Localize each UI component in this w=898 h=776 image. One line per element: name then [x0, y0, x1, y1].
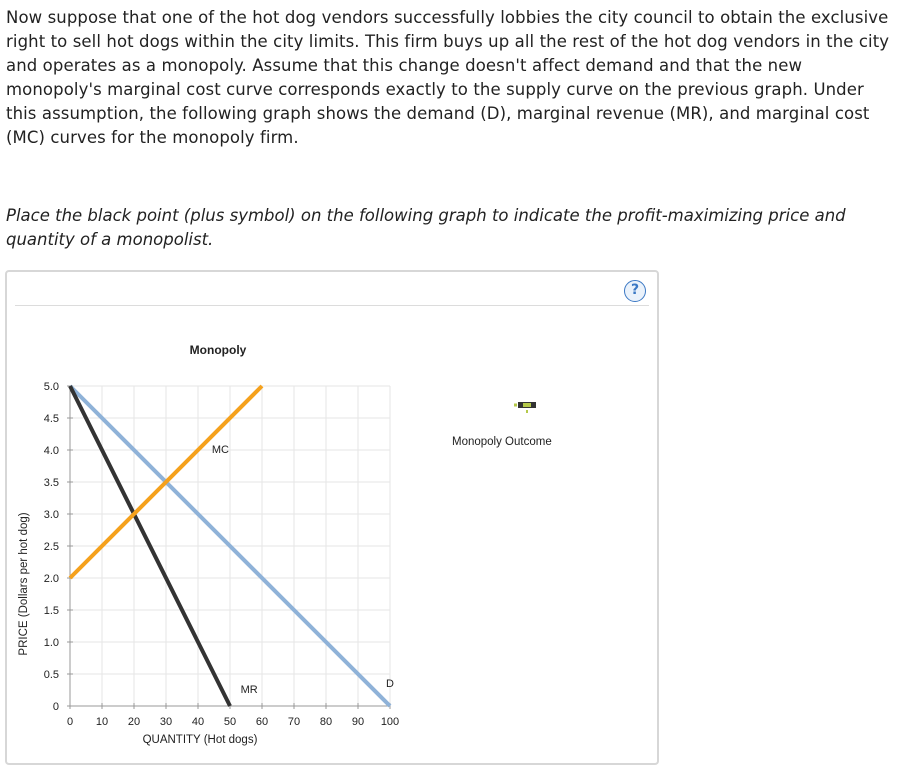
y-tick-label: 2.0 [43, 573, 59, 585]
x-tick-label: 100 [380, 716, 400, 728]
y-tick-label: 1.5 [43, 605, 59, 617]
curve-label-mr: MR [240, 684, 258, 697]
legend-marker-center [523, 403, 531, 407]
help-button[interactable]: ? [624, 280, 646, 302]
y-tick-label: 4.0 [43, 445, 59, 457]
legend-marker-left [514, 404, 517, 407]
x-tick-label: 30 [159, 716, 173, 728]
y-tick-label: 3.5 [43, 477, 59, 489]
y-tick-label: 3.0 [43, 509, 59, 521]
y-tick-label: 4.5 [43, 413, 59, 425]
chart-title: Monopoly [189, 343, 247, 357]
x-axis-title: QUANTITY (Hot dogs) [142, 734, 258, 746]
x-tick-label: 80 [319, 716, 333, 728]
y-axis-title: PRICE (Dollars per hot dog) [18, 512, 30, 656]
y-tick-label: 5.0 [43, 381, 59, 393]
y-tick-label: 0 [52, 701, 59, 713]
x-tick-label: 0 [66, 716, 74, 728]
question-instruction: Place the black point (plus symbol) on the following graph to indicate the profit-maximizing price and quantity of a monopolist. [6, 206, 846, 249]
curve-label-mc: MC [211, 444, 229, 457]
question-intro: Now suppose that one of the hot dog vendors successfully lobbies the city council to obtain the exclusive right to sell hot dogs within the city limits. This firm buys up all the rest of the hot dog vendors in the city and operates as a monopoly. Assume that this change doesn't affect demand and that the new monopoly's marginal cost curve corresponds exactly to the supply curve on the previous graph. Under this assumption, the following graph shows the demand (D), marginal revenue (MR), and marginal cost (MC) curves for the monopoly firm. [6, 8, 890, 147]
y-tick-label: 0.5 [43, 669, 59, 681]
chart-axes [67, 386, 390, 709]
x-tick-label: 60 [255, 716, 269, 728]
legend-marker-stem [526, 410, 528, 413]
x-tick-label: 20 [127, 716, 141, 728]
chart-tick-labels [44, 381, 399, 728]
x-tick-label: 50 [223, 716, 237, 728]
legend-label-monopoly-outcome: Monopoly Outcome [452, 436, 552, 448]
x-tick-label: 70 [287, 716, 301, 728]
x-tick-label: 10 [95, 716, 109, 728]
plus-symbol-icon[interactable] [514, 402, 536, 413]
legend[interactable] [452, 402, 552, 448]
x-tick-label: 40 [191, 716, 205, 728]
y-tick-label: 2.5 [43, 541, 59, 553]
x-tick-label: 90 [351, 716, 365, 728]
y-tick-label: 1.0 [43, 637, 59, 649]
curve-label-d: D [386, 677, 394, 690]
